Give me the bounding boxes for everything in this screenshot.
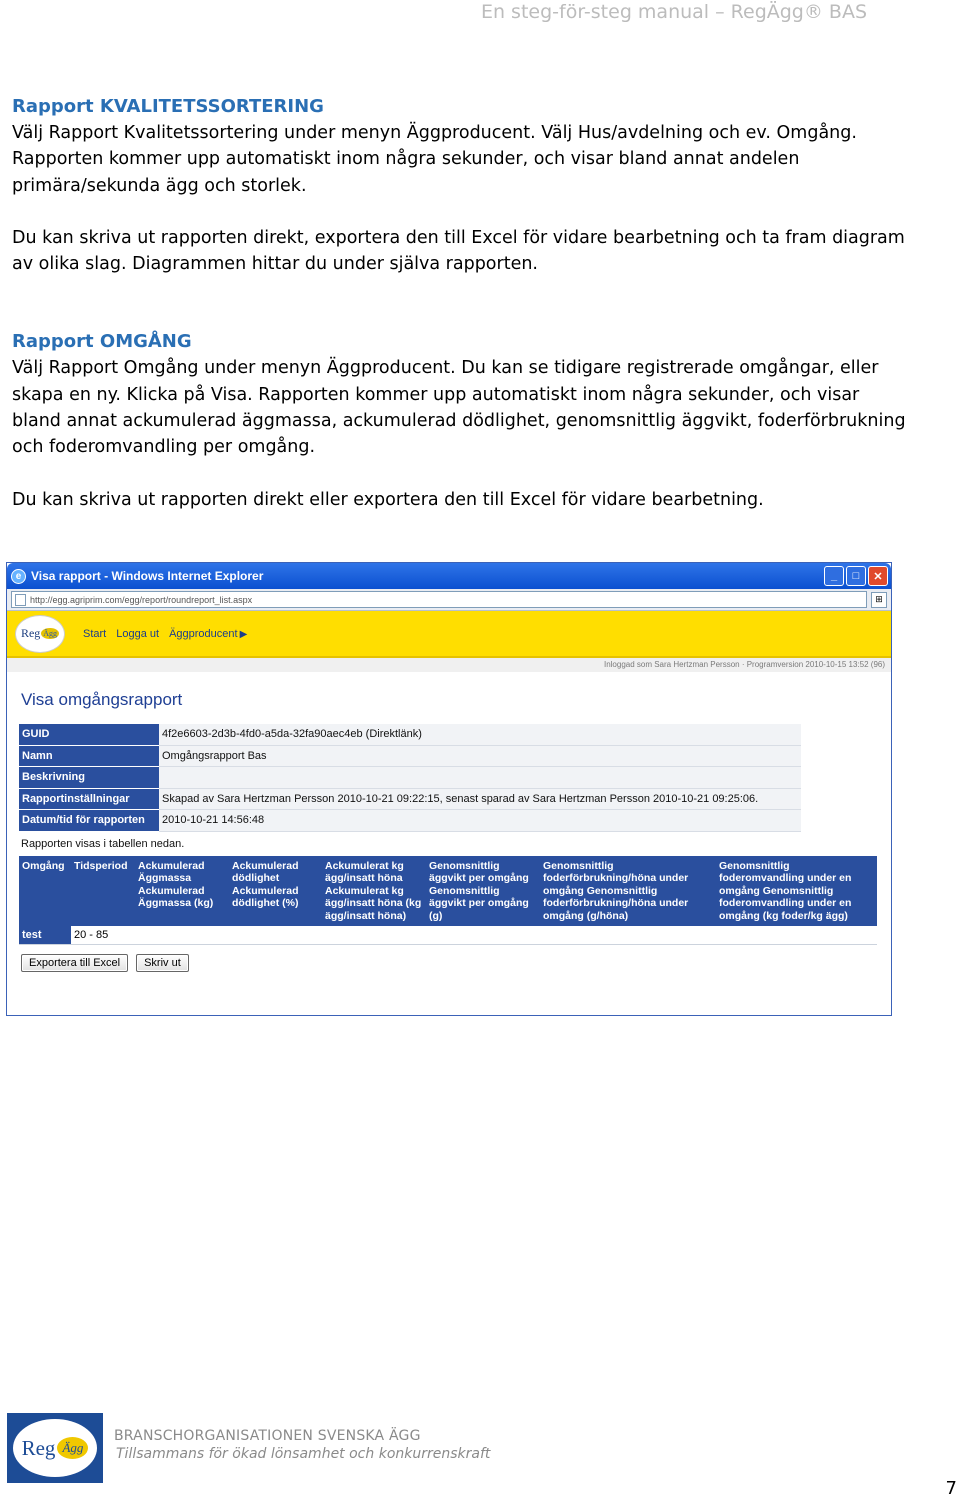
paragraph: Välj Rapport Omgång under menyn Äggproducent. Du kan se tidigare registrerade omgångar, eller skapa en ny. Klicka på Visa. Rapporten kommer upp automatiskt inom några sekunder, och visar bland annat ackumulerad äggmassa, ackumulerad dödlighet, genomsnittlig äggvikt, foderförbrukning och foderomvandling per omgång. [12,358,906,458]
export-excel-button[interactable]: Exportera till Excel [21,954,128,972]
info-row: Datum/tid för rapporten 2010-10-21 14:56:48 [19,810,801,832]
col-header: Ackumulerat kg ägg/insatt höna Ackumulerat kg ägg/insatt höna (kg ägg/insatt höna) [322,856,426,927]
login-status: Inloggad som Sara Hertzman Persson · Programversion 2010-10-15 13:52 (96) [7,658,891,672]
window-titlebar [7,563,891,589]
paragraph: Du kan skriva ut rapporten direkt, exportera den till Excel för vidare bearbetning och ta fram diagram av olika slag. Diagrammen hittar du under själva rapporten. [12,227,905,275]
address-bar [7,589,891,611]
table-row: test 20 - 85 [19,926,877,945]
menu-arrow-icon: ▶ [239,628,248,640]
section-heading-omgang: Rapport OMGÅNG [12,331,192,353]
url-text: http://egg.agriprim.com/egg/report/roundreport_list.aspx [30,594,253,605]
info-row: Beskrivning [19,767,801,789]
page-icon [15,594,26,606]
col-header: Tidsperiod [71,856,135,927]
url-field[interactable] [11,591,867,608]
col-header: Ackumulerad dödlighet Ackumulerad dödlighet (%) [229,856,322,927]
col-header: Ackumulerad Äggmassa Ackumulerad Äggmassa (kg) [135,856,229,927]
nav-logout-link[interactable]: Logga ut [116,627,160,640]
page-title: Visa omgångsrapport [21,690,183,709]
window-title: Visa rapport - Windows Internet Explorer [31,569,264,583]
nav-start-link[interactable]: Start [83,627,107,640]
info-row: Rapportinställningar Skapad av Sara Hertzman Persson 2010-10-21 09:22:15, senast sparad av Sara Hertzman Persson 2010-10-21 09:25:06. [19,788,801,810]
internet-explorer-icon: e [11,569,26,584]
compatibility-icon[interactable]: ⊞ [871,592,887,608]
paragraph: Du kan skriva ut rapporten direkt eller exportera den till Excel för vidare bearbetning. [12,489,764,510]
report-info-table [19,724,801,832]
results-table [19,856,877,946]
footer-logo: Reg Ägg [7,1413,103,1483]
table-note: Rapporten visas i tabellen nedan. [21,837,185,850]
close-button[interactable]: ✕ [868,566,888,586]
minimize-button[interactable]: _ [824,566,844,586]
footer-organization: BRANSCHORGANISATIONEN SVENSKA ÄGG [114,1428,421,1444]
document-body [12,94,912,513]
col-header: Omgång [19,856,71,927]
col-header: Genomsnittlig foderomvandling under en omgång Genomsnittlig foderomvandling under en omgång (kg foder/kg ägg) [716,856,877,927]
page-number: 7 [945,1478,957,1499]
running-header: En steg-för-steg manual – RegÄgg® BAS [480,1,867,23]
col-header: Genomsnittlig äggvikt per omgång Genomsnittlig äggvikt per omgång (g) [426,856,540,927]
paragraph: Välj Rapport Kvalitetssortering under menyn Äggproducent. Välj Hus/avdelning och ev. Omgång. Rapporten kommer upp automatiskt inom några sekunder, och visar bland annat andelen primära/sekunda ägg och storlek. [12,123,857,196]
maximize-button[interactable]: □ [846,566,866,586]
print-button[interactable]: Skriv ut [136,954,189,972]
col-header: Genomsnittlig foderförbrukning/höna under omgång Genomsnittlig foderförbrukning/höna under omgång (g/höna) [540,856,716,927]
browser-screenshot [6,562,892,1016]
nav-aggproducent-menu[interactable]: Äggproducent ▶ [169,627,248,640]
footer-tagline: Tillsammans för ökad lönsamhet och konkurrenskraft [116,1446,491,1462]
regagg-logo[interactable]: Reg Ägg [15,615,65,653]
info-row: GUID 4f2e6603-2d3b-4fd0-a5da-32fa90aec4eb (Direktlänk) [19,724,801,745]
section-heading-kvalitetssortering: Rapport KVALITETSSORTERING [12,96,324,117]
info-row: Namn Omgångsrapport Bas [19,745,801,767]
site-navbar [7,611,891,658]
